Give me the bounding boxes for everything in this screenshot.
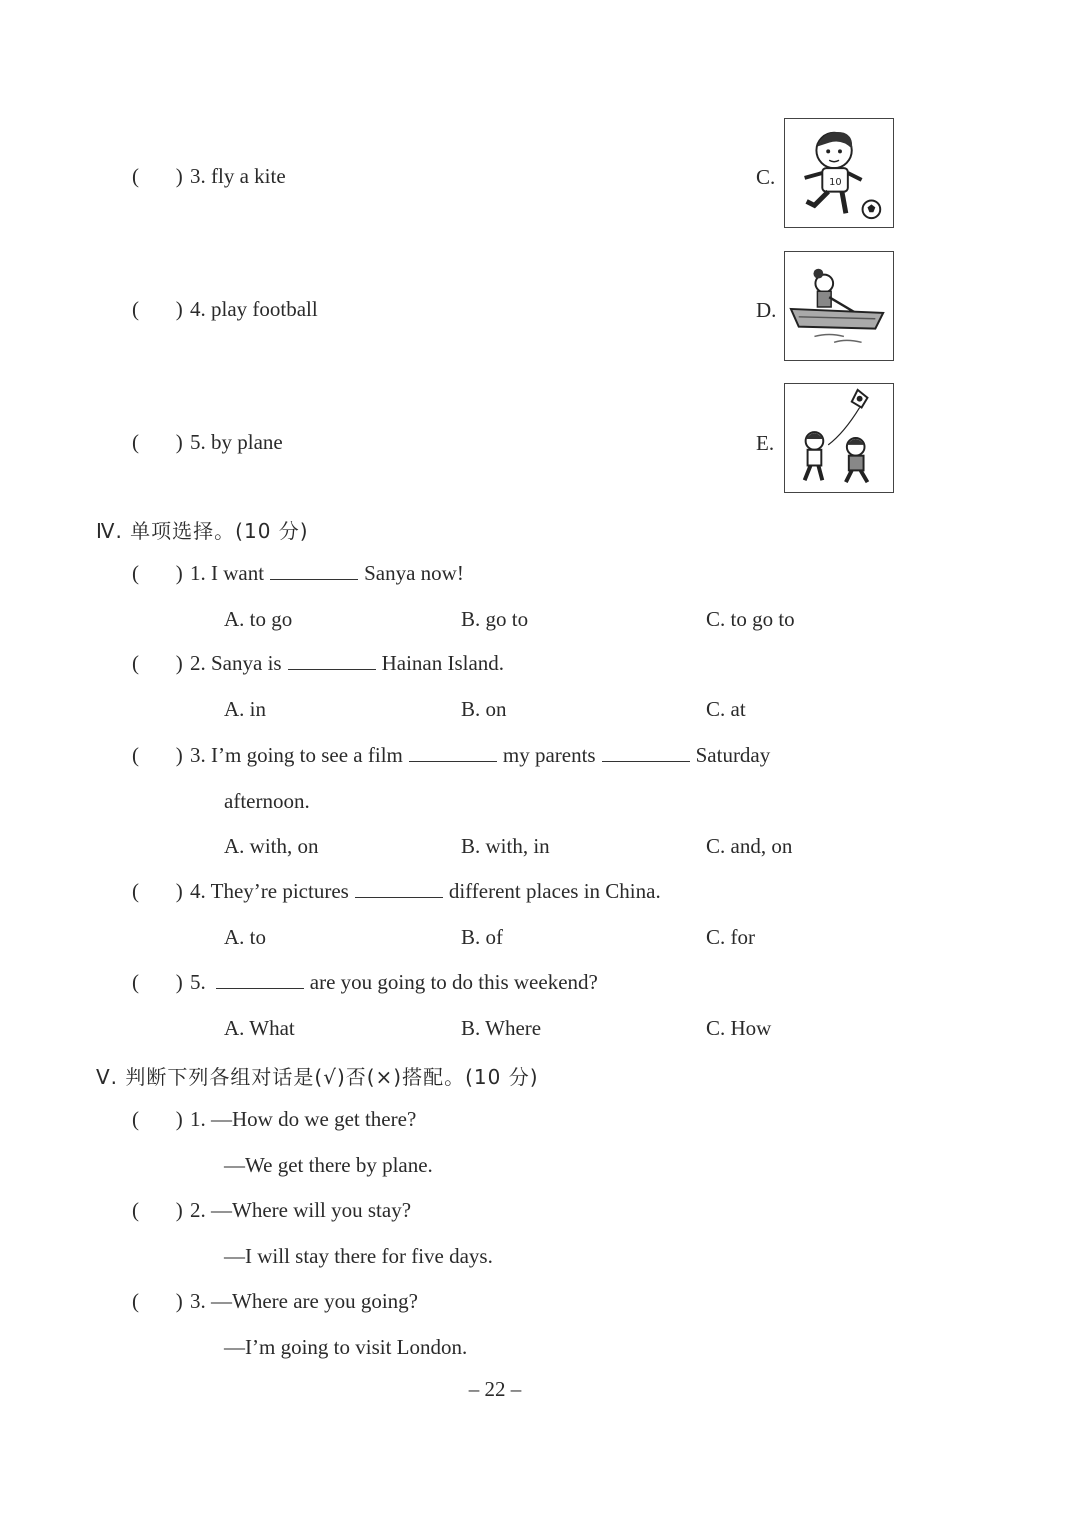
- answer-blank[interactable]: [602, 760, 690, 762]
- option-b: B. go to: [461, 607, 529, 631]
- dialog-3-answer: —I’m going to visit London.: [224, 1335, 468, 1359]
- answer-paren[interactable]: ( ): [132, 297, 183, 321]
- answer-blank[interactable]: [216, 987, 304, 989]
- match-item-3: 3. fly a kite: [190, 164, 286, 188]
- option-b: B. of: [461, 925, 503, 949]
- answer-paren[interactable]: ( ): [132, 1289, 183, 1313]
- option-a: A. What: [224, 1016, 295, 1040]
- answer-paren[interactable]: ( ): [132, 1198, 183, 1222]
- page-number: – 22 –: [468, 1377, 522, 1401]
- match-item-5: 5. by plane: [190, 430, 283, 454]
- option-label-c: C.: [756, 165, 776, 189]
- answer-paren[interactable]: ( ): [132, 743, 183, 767]
- answer-paren[interactable]: ( ): [132, 164, 183, 188]
- section-4-heading: Ⅳ. 单项选择。(10 分): [96, 519, 309, 543]
- option-c: C. at: [706, 697, 746, 721]
- option-c: C. to go to: [706, 607, 795, 631]
- option-label-d: D.: [756, 298, 777, 322]
- question-4-3: 3. I’m going to see a film my parents Saturday: [190, 743, 771, 767]
- answer-paren[interactable]: ( ): [132, 430, 183, 454]
- option-a: A. with, on: [224, 834, 319, 858]
- answer-paren[interactable]: ( ): [132, 561, 183, 585]
- option-a: A. to go: [224, 607, 293, 631]
- dialog-2-answer: —I will stay there for five days.: [224, 1244, 493, 1268]
- dialog-1-question: 1. —How do we get there?: [190, 1107, 417, 1131]
- answer-blank[interactable]: [409, 760, 497, 762]
- girl-rowing-boat-icon: [784, 251, 894, 361]
- boy-football-icon: [784, 118, 894, 228]
- dialog-2-question: 2. —Where will you stay?: [190, 1198, 412, 1222]
- option-b: B. Where: [461, 1016, 542, 1040]
- question-4-4: 4. They’re pictures different places in China.: [190, 879, 661, 903]
- answer-blank[interactable]: [288, 668, 376, 670]
- option-label-e: E.: [756, 431, 775, 455]
- answer-blank[interactable]: [355, 896, 443, 898]
- option-b: B. with, in: [461, 834, 550, 858]
- dialog-1-answer: —We get there by plane.: [224, 1153, 433, 1177]
- option-a: A. in: [224, 697, 266, 721]
- answer-paren[interactable]: ( ): [132, 651, 183, 675]
- svg-text:10: 10: [829, 176, 842, 188]
- kids-flying-kite-icon: [784, 383, 894, 493]
- answer-blank[interactable]: [270, 578, 358, 580]
- question-4-2: 2. Sanya is Hainan Island.: [190, 651, 505, 675]
- option-a: A. to: [224, 925, 266, 949]
- answer-paren[interactable]: ( ): [132, 1107, 183, 1131]
- option-c: C. and, on: [706, 834, 793, 858]
- question-4-1: 1. I want Sanya now!: [190, 561, 464, 585]
- option-b: B. on: [461, 697, 507, 721]
- question-4-5: 5. are you going to do this weekend?: [190, 970, 598, 994]
- section-5-heading: Ⅴ. 判断下列各组对话是(√)否(×)搭配。(10 分): [96, 1065, 539, 1089]
- question-continuation: afternoon.: [224, 789, 310, 813]
- option-c: C. How: [706, 1016, 772, 1040]
- option-c: C. for: [706, 925, 755, 949]
- answer-paren[interactable]: ( ): [132, 970, 183, 994]
- match-item-4: 4. play football: [190, 297, 318, 321]
- answer-paren[interactable]: ( ): [132, 879, 183, 903]
- dialog-3-question: 3. —Where are you going?: [190, 1289, 418, 1313]
